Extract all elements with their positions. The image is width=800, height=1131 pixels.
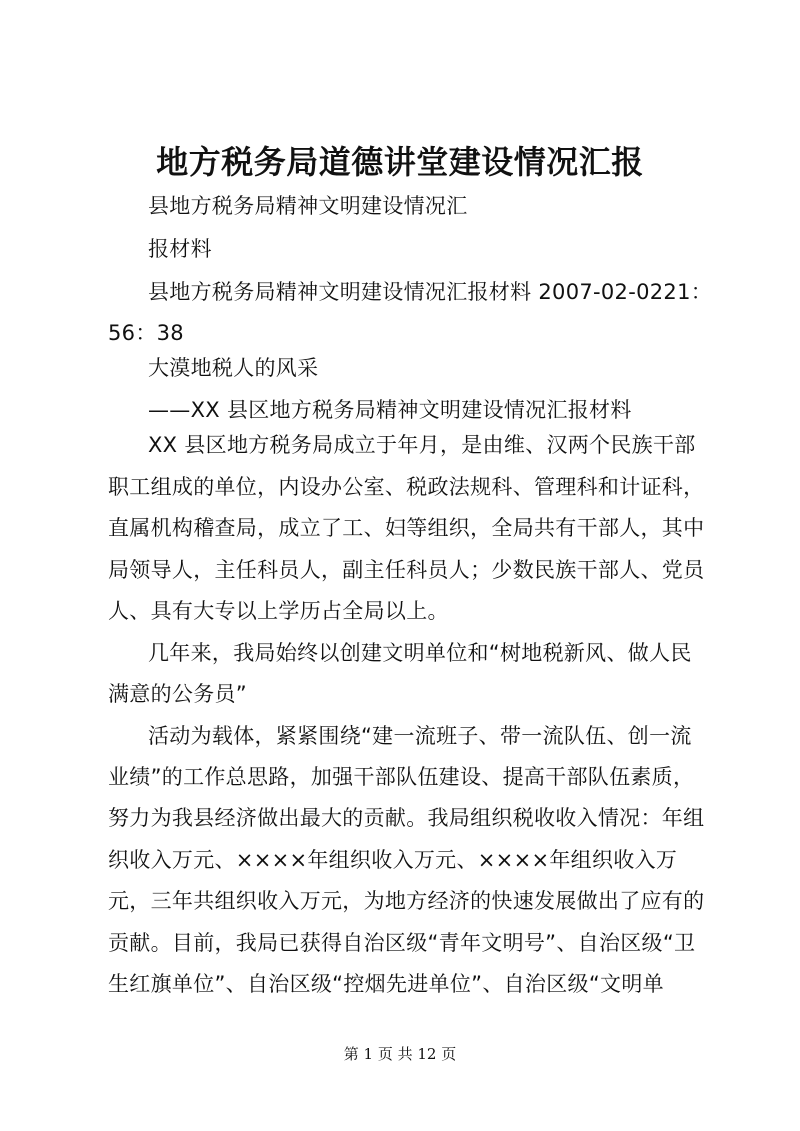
paragraph-1-line-4: 局领导人，主任科员人，副主任科员人；少数民族干部人、党员 (108, 558, 705, 582)
paragraph-2-line-2: 满意的公务员” (108, 682, 247, 706)
paragraph-1-line-1: XX 县区地方税务局成立于年月，是由维、汉两个民族干部 (148, 433, 696, 457)
page-footer: 第 1 页 共 12 页 (343, 1045, 457, 1063)
paragraph-3-line-3: 努力为我县经济做出最大的贡献。我局组织税收收入情况：年组 (108, 806, 705, 830)
paragraph-1-line-5: 人、具有大专以上学历占全局以上。 (108, 599, 449, 623)
paragraph-3-line-1: 活动为载体，紧紧围绕“建一流班子、带一流队伍、创一流 (148, 724, 692, 748)
meta-line-2: 56：38 (108, 321, 184, 345)
section-subheading: ——XX 县区地方税务局精神文明建设情况汇报材料 (148, 398, 632, 422)
paragraph-3-line-4: 织收入万元、××××年组织收入万元、××××年组织收入万 (108, 848, 678, 872)
subtitle-line-2: 报材料 (148, 237, 212, 261)
paragraph-3-line-6: 贡献。目前，我局已获得自治区级“青年文明号”、自治区级“卫 (108, 931, 696, 955)
paragraph-3-line-5: 元，三年共组织收入万元，为地方经济的快速发展做出了应有的 (108, 889, 705, 913)
paragraph-3-line-7: 生红旗单位”、自治区级“控烟先进单位”、自治区级“文明单 (108, 972, 664, 996)
meta-line-1: 县地方税务局精神文明建设情况汇报材料 2007-02-0221： (148, 280, 713, 304)
paragraph-1-line-3: 直属机构稽查局，成立了工、妇等组织，全局共有干部人，其中 (108, 516, 705, 540)
paragraph-3-line-2: 业绩”的工作总思路，加强干部队伍建设、提高干部队伍素质， (108, 765, 695, 789)
document-title: 地方税务局道德讲堂建设情况汇报 (156, 143, 644, 181)
paragraph-1-line-2: 职工组成的单位，内设办公室、税政法规科、管理科和计证科， (108, 475, 705, 499)
section-heading: 大漠地税人的风采 (148, 356, 319, 380)
subtitle-line-1: 县地方税务局精神文明建设情况汇 (148, 194, 468, 218)
paragraph-2-line-1: 几年来，我局始终以创建文明单位和“树地税新风、做人民 (148, 641, 692, 665)
